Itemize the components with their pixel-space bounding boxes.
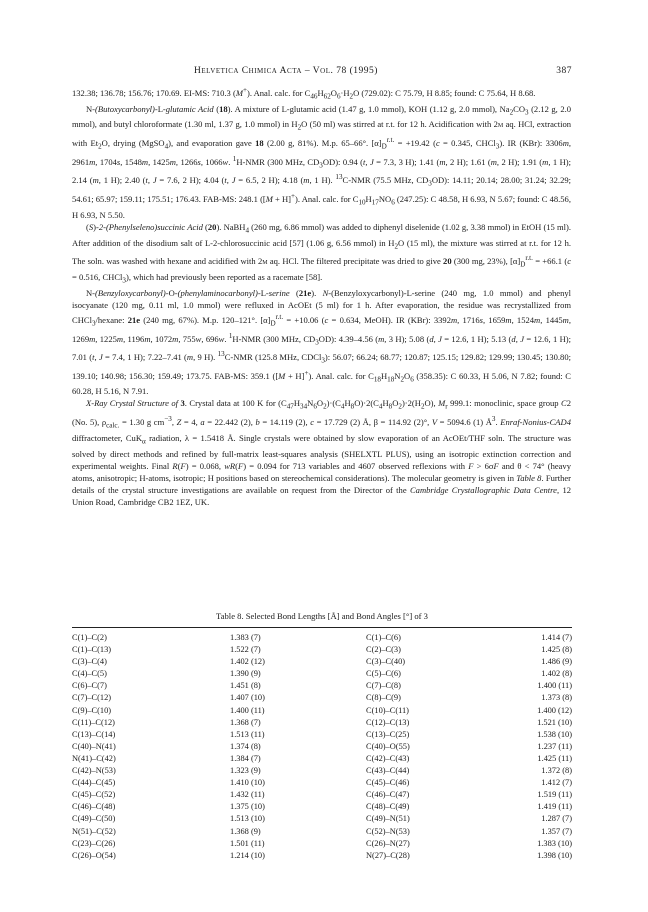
bond-left-value: 1.513 (11) [230,729,265,739]
paragraph-compound-20: (S)-2-(Phenylseleno)succinic Acid (20). NaBH$_4$ (260 mg, 6.86 mmol) was added to diphenyl diselenide (1.02 g, 3.38 mmol) in EtOH (15 ml). After addition of the disodium salt of L-2-chlorosuccinic acid [57] (1.06 g, 6.56 mmol) in $H_2O$ (15 ml), the mixture was stirred at r.t. for 12 h. The soln. was washed with hexane and acidified with 2m aq. HCl. The filtered precipitate was dried to give 20 (300 mg, 23%), $[\alpha]_D^{r.t.} = +66.1$ (c = 0.516, CHCl$_3$), which had previously been reported as a racemate [58]. [72,221,572,285]
bond-right-label: C(45)–C(46) [366,778,410,788]
table-row [72,753,572,765]
bond-left-label: C(42)–N(53) [72,766,116,776]
bond-left-label: C(49)–C(50) [72,814,116,824]
bond-left-label: C(46)–C(48) [72,802,116,812]
bond-right-label: C(12)–C(13) [366,717,410,727]
table-row [72,741,572,753]
bond-right-value: 1.400 (12) [537,705,572,715]
paragraph-compound-18: N-(Butoxycarbonyl)-L-glutamic Acid (18). A mixture of L-glutamic acid (1.47 g, 1.0 mmol), KOH (1.12 g, 2.0 mmol), $Na_2CO_3$ (2.12 g, 2.0 mmol), and butyl chloroformate (1.30 ml, 1.37 g, 1.0 mmol) in $H_2O$ (50 ml) was stirred at r.t. for 12 h. Acidification with 2m aq. HCl, extraction with $Et_2O$, drying (MgSO$_4$), and evaporation gave 18 (2.00 g, 81%). M.p. 65–66°. $[\alpha]_D^{r.t.} = +19.42$ (c = 0.345, CHCl$_3$). IR (KBr): 3306m, 2961m, 1704s, 1548m, 1425m, 1266s, 1066w. $^1$H-NMR (300 MHz, $CD_3OD$): 0.94 (t, J = 7.3, 3 H); 1.41 (m, 2 H); 1.61 (m, 2 H); 1.91 (m, 1 H); 2.14 (m, 1 H); 2.40 (t, J = 7.6, 2 H); 4.04 (t, J = 6.5, 2 H); 4.18 (m, 1 H). $^{13}$C-NMR (75.5 MHz, $CD_3OD$): 14.11; 20.14; 28.00; 31.24; 32.29; 54.61; 65.97; 159.11; 175.51; 176.43. FAB-MS: 248.1 ([M + H]+). Anal. calc. for $C_{10}H_{17}NO_6$ (247.25): C 48.58, H 6.93, N 5.67; found: C 48.56, H 6.93, N 5.50. [72,103,572,220]
table-row [72,826,572,838]
bond-right-value: 1.412 (7) [541,778,572,788]
bond-right-value: 1.400 (11) [537,681,572,691]
bond-right-value: 1.425 (8) [541,645,572,655]
bond-right-label: C(42)–C(43) [366,753,410,763]
bond-right-value: 1.425 (11) [537,753,572,763]
bond-right-label: N(27)–C(28) [366,850,410,860]
bond-left-value: 1.323 (9) [230,766,261,776]
bond-left-value: 1.375 (10) [230,802,265,812]
bond-left-value: 1.368 (7) [230,717,261,727]
bond-right-label: C(52)–N(53) [366,826,410,836]
bond-right-value: 1.414 (7) [541,633,572,642]
bond-left-label: N(51)–C(52) [72,826,116,836]
table-row [72,838,572,850]
bond-left-value: 1.400 (11) [230,705,265,715]
bond-right-label: C(10)–C(11) [366,705,409,715]
bond-left-value: 1.214 (10) [230,850,265,860]
table-row [72,680,572,692]
bond-right-value: 1.538 (10) [537,729,572,739]
paragraph-compound-21e: N-(Benzyloxycarbonyl)-O-(phenylaminocarbonyl)-L-serine (21e). N-(Benzyloxycarbonyl)-L-serine (240 mg, 1.0 mmol) and phenyl isocyanate (120 mg, 0.11 ml, 1.0 mmol) were refluxed in AcOEt (5 ml) for 1 h. After evaporation, the residue was recrystallized from CHCl$_3$/hexane: 21e (240 mg, 67%). M.p. 120–121°. $[\alpha]_D^{r.t.} = +10.06$ (c = 0.634, MeOH). IR (KBr): 3392m, 1716s, 1659m, 1524m, 1445m, 1269m, 1225m, 1196m, 1072m, 755w, 696w. $^1$H-NMR (300 MHz, $CD_3OD$): 4.39–4.56 (m, 3 H); 5.08 (d, J = 12.6, 1 H); 5.13 (d, J = 12.6, 1 H); 7.01 (t, J = 7.4, 1 H); 7.22–7.41 (m, 9 H). $^{13}$C-NMR (125.8 MHz, CDCl$_3$): 56.07; 66.24; 68.77; 120.87; 125.15; 129.82; 129.99; 130.45; 130.80; 139.10; 140.98; 156.30; 159.49; 173.75. FAB-MS: 359.1 ([M + H]+). Anal. calc. for $C_{18}H_{18}N_2O_6$ (358.35): C 60.33, H 5.06, N 7.82; found: C 60.28, H 5.16, N 7.91. [72,287,571,397]
page-number: 387 [556,66,572,76]
bond-right-label: C(7)–C(8) [366,681,401,691]
bond-left-value: 1.374 (8) [230,741,261,751]
bond-right-value: 1.287 (7) [541,814,572,824]
bond-left-label: C(40)–N(41) [72,741,116,751]
table-row [72,813,572,825]
bond-right-value: 1.373 (8) [541,693,572,703]
bond-right-value: 1.357 (7) [541,826,572,836]
bond-left-value: 1.390 (9) [230,669,261,679]
bond-left-label: C(6)–C(7) [72,681,107,691]
bond-left-value: 1.383 (7) [230,633,261,642]
bond-left-value: 1.410 (10) [230,778,265,788]
bond-right-label: C(49)–N(51) [366,814,410,824]
table-row [72,850,572,862]
table-caption: Table 8. Selected Bond Lengths [Å] and Bond Angles [°] of 3 [216,611,428,621]
bond-left-value: 1.432 (11) [230,790,265,800]
bond-left-label: N(41)–C(42) [72,753,116,763]
bond-right-value: 1.402 (8) [541,669,572,679]
bond-right-label: C(1)–C(6) [366,633,401,642]
journal-title: Helvetica Chimica Acta – Vol. 78 (1995) [194,66,378,76]
table-row [72,729,572,741]
bond-right-label: C(43)–C(44) [366,766,410,776]
bond-left-label: C(11)–C(12) [72,717,115,727]
table-row [72,705,572,717]
bond-left-value: 1.368 (9) [230,826,261,836]
bond-left-value: 1.407 (10) [230,693,265,703]
bond-right-label: C(48)–C(49) [366,802,410,812]
bond-right-value: 1.519 (11) [537,790,572,800]
bond-right-label: C(3)–C(40) [366,657,406,667]
bond-left-value: 1.402 (12) [230,657,265,667]
bond-left-value: 1.451 (8) [230,681,261,691]
bond-left-label: C(3)–C(4) [72,657,107,667]
bond-left-label: C(1)–C(13) [72,645,112,655]
table-row [72,765,572,777]
table-row [72,644,572,656]
bond-right-label: C(13)–C(25) [366,729,410,739]
paragraph-xray-structure: X-Ray Crystal Structure of 3. Crystal data at 100 K for $(C_{47}H_{34}N_6O_2)\cdot(C_4H_8O)\cdot 2(C_4H_8O_2)\cdot 2(H_2O)$, $M_r$ 999.1: monoclinic, space group C2 (No. 5), $\rho_{calc.} = 1.30$ g $cm^{-3}$, Z = 4, a = 22.442 (2), b = 14.119 (2), c = 17.729 (2) Å, β = 114.92 (2)°, V = 5094.6 (1) $Å^3$. Enraf-Nonius-CAD4 diffractometer, CuK$_\alpha$ radiation, λ = 1.5418 Å. Single crystals were obtained by slow evaporation of an AcOEt/THF soln. The structure was solved by direct methods and refined by full-matrix least-squares analysis (SHELXTL PLUS), using an isotropic extinction correction and experimental weights. Final R(F) = 0.068, wR(F) = 0.094 for 713 variables and 4607 observed reflexions with F > 6σF and θ < 74° (heavy atoms, anisotropic; H-atoms, isotropic; H positions based on stereochemical considerations). The molecular geometry is given in Table 8. Further details of the crystal structure investigations are available on request from the Director of the Cambridge Crystallographic Data Centre, 12 Union Road, Cambridge CB2 1EZ, UK. [72,398,572,507]
bond-right-label: C(26)–N(27) [366,838,410,848]
bond-left-value: 1.522 (7) [230,645,261,655]
bond-right-label: C(5)–C(6) [366,669,401,679]
bond-left-label: C(1)–C(2) [72,633,107,642]
bond-left-value: 1.384 (7) [230,753,261,763]
table-row [72,777,572,789]
bond-left-label: C(4)–C(5) [72,669,107,679]
table-row [72,656,572,668]
bond-right-value: 1.383 (10) [537,838,572,848]
table-row [72,632,572,644]
bond-right-label: C(2)–C(3) [366,645,401,655]
table-row [72,717,572,729]
bond-right-label: C(46)–C(47) [366,790,410,800]
bond-left-label: C(26)–O(54) [72,850,116,860]
bond-right-value: 1.372 (8) [541,766,572,776]
bond-left-label: C(44)–C(45) [72,778,116,788]
bond-left-label: C(45)–C(52) [72,790,116,800]
bond-left-label: C(7)–C(12) [72,693,112,703]
bond-right-value: 1.398 (10) [537,850,572,860]
article-body [72,84,571,508]
bond-right-value: 1.419 (11) [537,802,572,812]
bond-right-value: 1.237 (11) [537,741,572,751]
bond-right-label: C(8)–C(9) [366,693,401,703]
bond-left-label: C(9)–C(10) [72,705,112,715]
bond-left-label: C(13)–C(14) [72,729,116,739]
paragraph-anal-continuation: 132.38; 136.78; 156.76; 170.69. EI-MS: 710.3 (M+). Anal. calc. for $C_{46}H_{62}O_6\cdot H_2O$ (729.02): C 75.79, H 8.85; found: C 75.64, H 8.68. [72,86,536,101]
table-row [72,801,572,813]
bond-right-value: 1.521 (10) [537,717,572,727]
table-row [72,789,572,801]
table-row [72,692,572,704]
bond-right-label: C(40)–O(55) [366,741,410,751]
bond-lengths-table [72,632,572,862]
table-top-rule [72,627,572,628]
bond-left-label: C(23)–C(26) [72,838,116,848]
bond-left-value: 1.501 (11) [230,838,265,848]
bond-left-value: 1.513 (10) [230,814,265,824]
table-row [72,668,572,680]
bond-right-value: 1.486 (9) [541,657,572,667]
